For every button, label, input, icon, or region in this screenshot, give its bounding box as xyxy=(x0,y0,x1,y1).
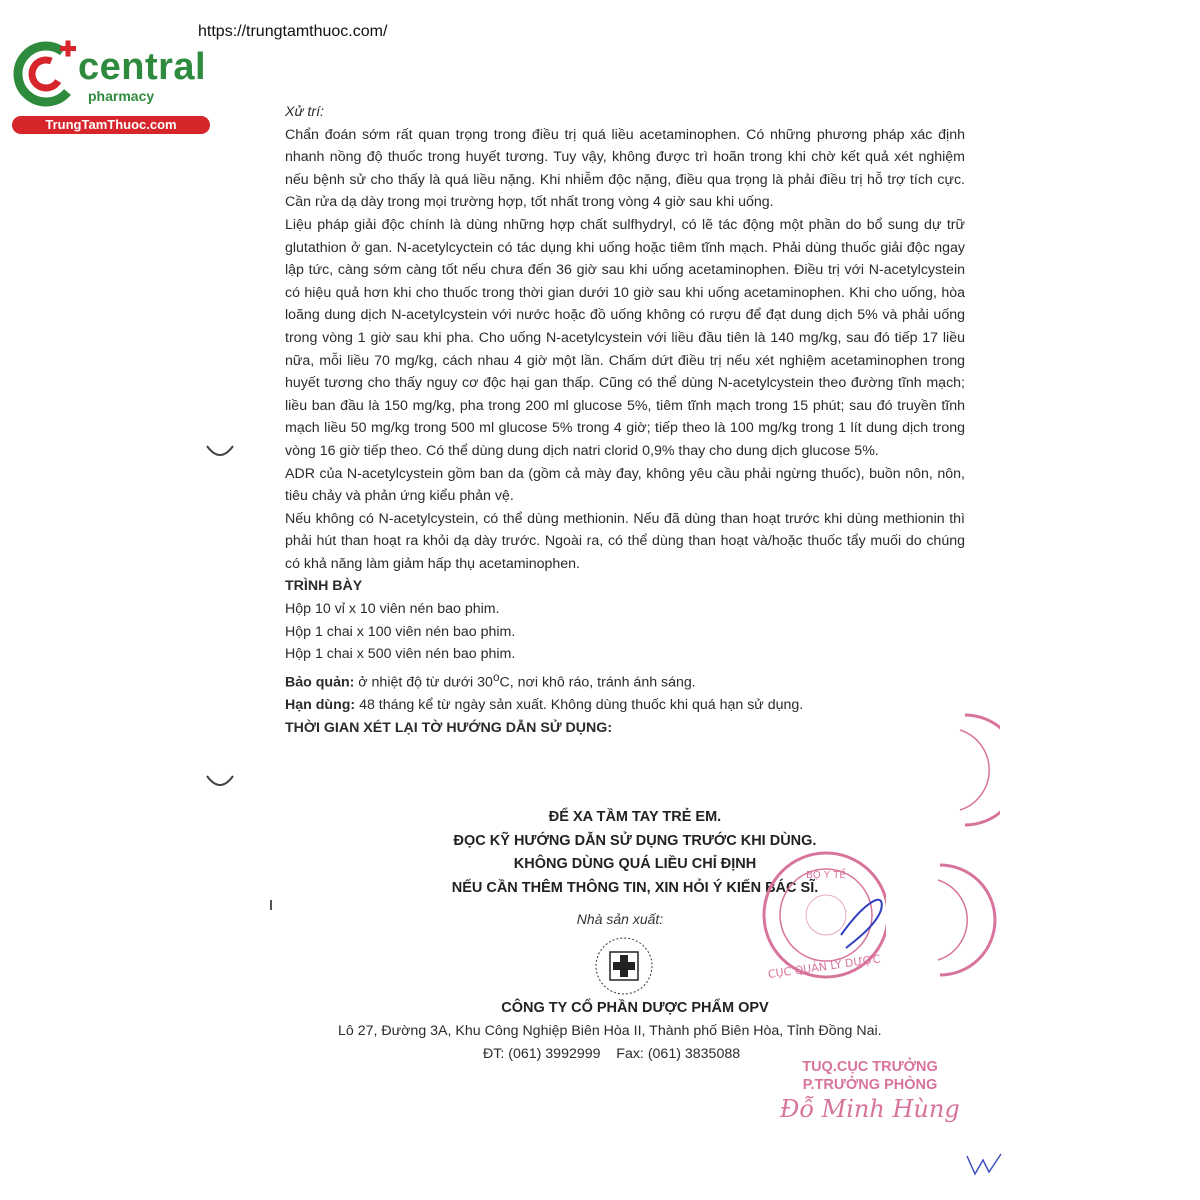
opv-seal-icon xyxy=(592,934,656,998)
expiry-text: 48 tháng kể từ ngày sản xuất. Không dùng thuốc khi quá hạn sử dụng. xyxy=(355,697,804,714)
company-address: Lô 27, Đường 3A, Khu Công Nghiệp Biên Hòa II, Thành phố Biên Hòa, Tỉnh Đồng Nai. xyxy=(338,1023,882,1039)
logo-subtitle: pharmacy xyxy=(88,88,155,104)
storage-line xyxy=(285,666,965,694)
approval-line: TUQ.CỤC TRƯỞNG xyxy=(802,1059,938,1075)
paragraph: ADR của N-acetylcystein gồm ban da (gồm cả mày đay, không yêu cầu phải ngừng thuốc), buồn nôn, nôn, tiêu chảy và phản ứng kiểu phản vệ. xyxy=(285,465,965,505)
logo-wordmark: central xyxy=(78,46,207,88)
storage-text: ở nhiệt độ từ dưới 30 xyxy=(354,674,493,691)
storage-text-end: C, nơi khô ráo, tránh ánh sáng. xyxy=(499,674,696,691)
punch-hole-icon xyxy=(203,440,237,462)
stamp-ring-text: CỤC QUẢN LÝ DƯỢC xyxy=(767,952,882,982)
approval-block xyxy=(780,1058,960,1094)
ministry-stamp-icon xyxy=(746,830,886,990)
stamp-top-text: BỘ Y TẾ xyxy=(806,870,846,881)
presentation-item: Hộp 1 chai x 500 viên nén bao phim. xyxy=(285,646,516,663)
review-heading: THỜI GIAN XÉT LẠI TỜ HƯỚNG DẪN SỬ DỤNG: xyxy=(285,719,613,736)
storage-label: Bảo quản: xyxy=(285,674,355,691)
expiry-label: Hạn dùng: xyxy=(285,697,356,714)
warning-line: KHÔNG DÙNG QUÁ LIỀU CHỈ ĐỊNH xyxy=(513,856,757,872)
partial-stamp-icon xyxy=(930,710,1000,830)
partial-stamp-icon xyxy=(930,860,1000,980)
presentation-heading: TRÌNH BÀY xyxy=(285,578,363,595)
warning-line: NẾU CẦN THÊM THÔNG TIN, XIN HỎI Ý KIẾN BÁC SĨ. xyxy=(451,879,819,896)
expiry-line xyxy=(285,694,965,717)
leaflet-body xyxy=(285,101,965,739)
signature: Đỗ Minh Hùng xyxy=(780,1095,960,1123)
manufacturer-label: Nhà sản xuất: xyxy=(576,911,664,927)
company-name: CÔNG TY CỔ PHẦN DƯỢC PHẨM OPV xyxy=(501,1000,769,1016)
presentation-item: Hộp 10 vỉ x 10 viên nén bao phim. xyxy=(285,601,500,618)
warning-line: ĐỂ XA TẦM TAY TRẺ EM. xyxy=(548,809,722,825)
storage-degree: o xyxy=(492,669,500,684)
paragraph: Liệu pháp giải độc chính là dùng những hợp chất sulfhydryl, có lẽ tác động một phần do bổ sung dự trữ glutathion ở gan. N-acetylcyctein có tác dụng khi uống hoặc tiêm tĩnh mạch. Phải dùng thuốc giải độc ngay lập tức, càng sớm càng tốt nếu chưa đến 36 giờ sau khi uống acetaminophen. Điều trị với N-acetylcystein có hiệu quả hơn khi cho thuốc trong thời gian dưới 10 giờ sau khi uống acetaminophen. Khi cho uống, hòa loãng dung dịch N-acetylcystein với nước hoặc đồ uống không có rượu để đạt dung dịch 5% và phải uống trong vòng 1 giờ sau khi pha. Cho uống N-acetylcystein với liều đầu tiên là 140 mg/kg, sau đó tiếp 17 liều nữa, mỗi liều 70 mg/kg, cách nhau 4 giờ một lần. Chấm dứt điều trị nếu xét nghiệm acetaminophen trong huyết tương cho thấy nguy cơ độc hại gan thấp. Cũng có thể dùng N-acetylcystein theo đường tĩnh mạch; liều ban đầu là 150 mg/kg, pha trong 200 ml glucose 5%, tiêm tĩnh mạch trong 15 phút; sau đó truyền tĩnh mạch liều 50 mg/kg trong 500 ml glucose 5% trong 4 giờ; tiếp theo là 100 mg/kg trong 1 lít dung dịch trong vòng 16 giờ tiếp theo. Có thể dùng dung dịch natri clorid 0,9% thay cho dung dịch glucose 5%. xyxy=(285,216,965,459)
scan-mark xyxy=(270,900,272,910)
paragraph: Nếu không có N-acetylcystein, có thể dùng methionin. Nếu đã dùng than hoạt trước khi dùng methionin thì phải hút than hoạt ra khỏi dạ dày trước. Ngoài ra, có thể dùng than hoạt và/hoặc thuốc tẩy muối do chúng có khả năng làm giảm hấp thụ acetaminophen. xyxy=(285,510,965,572)
source-url: https://trungtamthuoc.com/ xyxy=(198,23,388,40)
warning-line: ĐỌC KỸ HƯỚNG DẪN SỬ DỤNG TRƯỚC KHI DÙNG. xyxy=(453,832,817,849)
section-title: Xử trí: xyxy=(285,104,324,120)
approval-line: P.TRƯỞNG PHÒNG xyxy=(802,1077,938,1093)
logo-site-bar: TrungTamThuoc.com xyxy=(12,116,210,134)
presentation-item: Hộp 1 chai x 100 viên nén bao phim. xyxy=(285,623,516,640)
paragraph: Chẩn đoán sớm rất quan trọng trong điều trị quá liều acetaminophen. Có những phương pháp xác định nhanh nồng độ thuốc trong huyết tương. Tuy vậy, không được trì hoãn trong khi chờ kết quả xét nghiệm nếu bệnh sử cho thấy là quá liều nặng. Khi nhiễm độc nặng, điều qua trọng là phải điều trị hỗ trợ tích cực. Cần rửa dạ dày trong mọi trường hợp, tốt nhất trong vòng 4 giờ sau khi uống. xyxy=(285,126,965,211)
punch-hole-icon xyxy=(203,770,237,792)
check-mark-icon xyxy=(965,1150,1005,1180)
company-phone: ĐT: (061) 3992999 Fax: (061) 3835088 xyxy=(483,1046,741,1062)
